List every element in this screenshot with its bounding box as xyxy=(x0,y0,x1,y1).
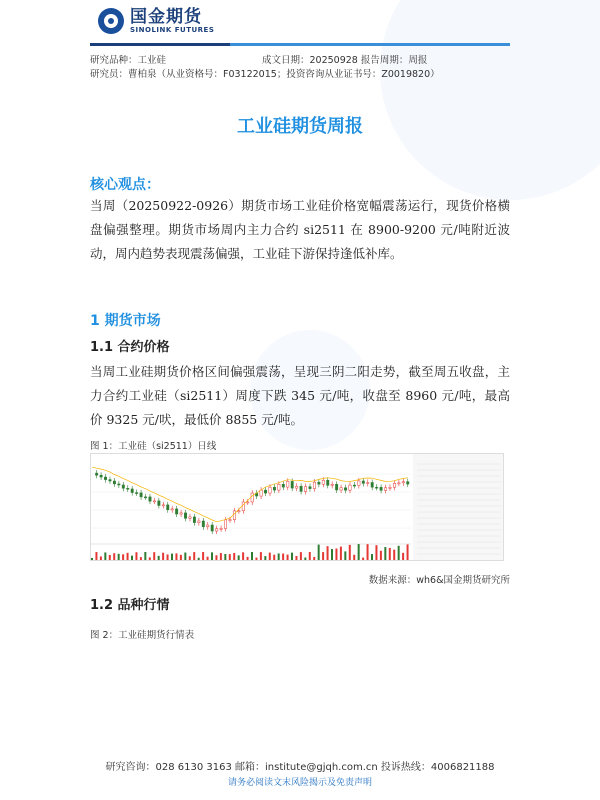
candle-body xyxy=(158,501,160,506)
candle-body xyxy=(251,493,253,502)
header-rule xyxy=(90,43,510,46)
subsection-heading-price: 1.1 合约价格 xyxy=(90,340,170,355)
candle-body xyxy=(202,521,204,527)
volume-bar xyxy=(202,552,204,560)
candle-body xyxy=(362,481,364,483)
candle-body xyxy=(291,481,293,488)
volume-bar xyxy=(313,557,315,560)
volume-bar xyxy=(344,551,346,560)
volume-bar xyxy=(260,552,262,560)
candle-body xyxy=(167,505,169,510)
volume-bar xyxy=(304,558,306,560)
candle-body xyxy=(189,517,191,518)
candle-body xyxy=(304,487,306,492)
volume-bar xyxy=(118,554,120,560)
candle-body xyxy=(389,487,391,488)
volume-bar xyxy=(255,558,257,560)
candle-body xyxy=(153,501,155,502)
candle-body xyxy=(264,490,266,493)
candle-body xyxy=(149,497,151,501)
volume-bar xyxy=(144,552,146,560)
candle-body xyxy=(144,497,146,498)
candle-body xyxy=(135,493,137,494)
volume-bar xyxy=(131,556,133,560)
candle-body xyxy=(295,486,297,488)
candle-body xyxy=(327,480,329,485)
volume-bar xyxy=(371,554,373,560)
volume-bar xyxy=(220,553,222,560)
candle-body xyxy=(171,509,173,510)
candle-body xyxy=(344,488,346,490)
volume-bar xyxy=(127,553,129,560)
page-header xyxy=(90,6,510,42)
volume-bar xyxy=(233,553,235,560)
volume-bar xyxy=(269,553,271,560)
candle-body xyxy=(242,502,244,511)
candle-body xyxy=(238,511,240,512)
candle-body xyxy=(215,529,217,531)
volume-bar xyxy=(251,552,253,560)
figure-1-source: 数据来源：wh6&国金期货研究所 xyxy=(368,575,510,586)
candle-body xyxy=(118,484,120,485)
volume-bar xyxy=(393,550,395,560)
candle-body xyxy=(318,482,320,484)
volume-bar xyxy=(104,552,106,560)
volume-bar xyxy=(291,553,293,560)
volume-bar xyxy=(287,555,289,560)
footer-warning: 请务必阅读文末风险揭示及免责声明 xyxy=(227,778,372,788)
footer-contact: 研究咨询：028 6130 3163 邮箱：institute@gjqh.com.cn 投诉热线：4006821188 xyxy=(105,762,495,773)
volume-bar xyxy=(167,554,169,560)
candle-body xyxy=(247,502,249,503)
candle-body xyxy=(322,480,324,484)
candle-body xyxy=(367,482,369,483)
candle-body xyxy=(109,480,111,481)
meta-analyst: 研究员：曹柏泉（从业资格号：F03122015；投资咨询从业证书号：Z0019820） xyxy=(90,69,440,80)
candle-body xyxy=(335,484,337,490)
volume-bar xyxy=(367,544,369,560)
volume-bar xyxy=(193,552,195,560)
volume-bar xyxy=(162,553,164,560)
candle-body xyxy=(233,511,235,520)
volume-bar xyxy=(340,547,342,560)
volume-bar xyxy=(122,554,124,560)
volume-bar xyxy=(362,558,364,560)
candle-body xyxy=(95,473,97,475)
core-heading: 核心观点： xyxy=(90,177,160,193)
candle-body xyxy=(309,487,311,489)
volume-bar xyxy=(207,557,209,560)
candle-body xyxy=(340,488,342,490)
price-paragraph: 当周工业硅期货价格区间偏强震荡，呈现三阴二阳走势，截至周五收盘，主力合约工业硅（si2511）周度下跌 345 元/吨，收盘至 8960 元/吨，最高价 9325 元/吠，最低价 8855 元/吨。 xyxy=(90,364,510,427)
candle-body xyxy=(398,483,400,484)
candle-body xyxy=(100,475,102,477)
volume-bar xyxy=(402,553,404,560)
candle-body xyxy=(358,481,360,485)
candle-body xyxy=(224,520,226,529)
candle-body xyxy=(229,520,231,521)
volume-bar xyxy=(215,555,217,560)
volume-bar xyxy=(149,557,151,560)
volume-bar xyxy=(175,553,177,560)
volume-bar xyxy=(375,545,377,560)
volume-bar xyxy=(358,544,360,560)
candle-body xyxy=(282,484,284,487)
candle-body xyxy=(407,482,409,484)
report-title: 工业硅期货周报 xyxy=(237,116,363,137)
candle-body xyxy=(140,493,142,497)
candle-body xyxy=(393,483,395,487)
volume-bar xyxy=(295,556,297,560)
candle-body xyxy=(211,525,213,531)
volume-bar xyxy=(109,555,111,560)
candle-body xyxy=(184,513,186,518)
section-heading-futures: 1 期货市场 xyxy=(90,313,161,329)
candle-body xyxy=(175,509,177,514)
candle-body xyxy=(380,487,382,490)
candle-body xyxy=(278,484,280,490)
meta-line-1 xyxy=(90,52,428,66)
volume-bar xyxy=(309,552,311,560)
volume-bar xyxy=(398,546,400,560)
meta-variety: 研究品种：工业硅 xyxy=(90,55,167,66)
subsection-heading-market: 1.2 品种行情 xyxy=(90,598,170,613)
core-paragraph: 当周（20250922-0926）期货市场工业硅价格宽幅震荡运行，现货价格横盘偏强整理。期货市场周内主力合约 si2511 在 8900-9200 元/吨附近波动，周内趋势表现震荡偏强，工业硅下游保持逢低补库。 xyxy=(90,198,510,261)
volume-bar xyxy=(273,555,275,560)
volume-bar xyxy=(100,556,102,560)
candle-body xyxy=(300,486,302,491)
meta-line-2 xyxy=(90,66,440,80)
candle-body xyxy=(122,485,124,488)
volume-bar xyxy=(211,552,213,560)
candle-body xyxy=(104,477,106,480)
volume-bar xyxy=(384,547,386,560)
candle-body xyxy=(193,517,195,523)
volume-bar xyxy=(171,554,173,560)
candle-body xyxy=(402,482,404,483)
logo-icon xyxy=(98,8,124,34)
candle-body xyxy=(131,489,133,493)
volume-bar xyxy=(198,558,200,560)
candle-body xyxy=(375,487,377,488)
meta-date: 成文日期：20250928 报告周期：周报 xyxy=(262,55,428,66)
volume-bar xyxy=(242,552,244,560)
volume-bar xyxy=(349,545,351,560)
candle-body xyxy=(353,485,355,486)
candle-body xyxy=(260,490,262,496)
candle-body xyxy=(180,513,182,514)
candle-body xyxy=(198,521,200,523)
volume-bar xyxy=(189,556,191,560)
candlestick-chart xyxy=(90,453,504,561)
figure-1-caption: 图 1：工业硅（si2511）日线 xyxy=(90,441,217,452)
volume-bar xyxy=(335,548,337,560)
candle-body xyxy=(287,481,289,487)
volume-bar xyxy=(91,558,93,560)
volume-bar xyxy=(95,552,97,560)
candle-body xyxy=(113,481,115,484)
volume-bar xyxy=(327,546,329,560)
candle-body xyxy=(207,525,209,527)
candle-body xyxy=(127,488,129,489)
candle-body xyxy=(384,488,386,491)
volume-bar xyxy=(353,555,355,560)
volume-bar xyxy=(158,556,160,560)
volume-bar xyxy=(389,548,391,560)
volume-bar xyxy=(224,554,226,560)
volume-bar xyxy=(278,553,280,560)
volume-bar xyxy=(184,553,186,560)
volume-bar xyxy=(247,557,249,560)
moving-average-line xyxy=(92,467,408,522)
figure-2-caption: 图 2：工业硅期货行情表 xyxy=(90,630,195,641)
candle-body xyxy=(313,482,315,488)
volume-bar xyxy=(380,551,382,560)
volume-bar xyxy=(113,553,115,560)
logo-text-cn: 国金期货 xyxy=(130,7,202,27)
volume-bar xyxy=(407,544,409,560)
candle-body xyxy=(349,485,351,490)
candlestick-chart-svg xyxy=(91,454,504,561)
volume-bar xyxy=(331,549,333,560)
logo-text-en: SINOLINK FUTURES xyxy=(130,26,215,34)
candle-body xyxy=(331,484,333,485)
volume-bar xyxy=(229,554,231,560)
volume-bar xyxy=(264,556,266,560)
candle-body xyxy=(371,482,373,487)
volume-bar xyxy=(180,555,182,560)
candle-body xyxy=(220,528,222,529)
candle-body xyxy=(162,505,164,506)
volume-bar xyxy=(300,552,302,560)
candle-body xyxy=(269,487,271,493)
volume-bar xyxy=(153,552,155,560)
volume-bar xyxy=(318,545,320,560)
volume-bar xyxy=(140,557,142,560)
candle-body xyxy=(273,487,275,490)
logo xyxy=(98,8,214,34)
volume-bar xyxy=(135,552,137,560)
volume-bar xyxy=(322,552,324,560)
volume-bar xyxy=(282,554,284,560)
volume-bar xyxy=(238,555,240,560)
